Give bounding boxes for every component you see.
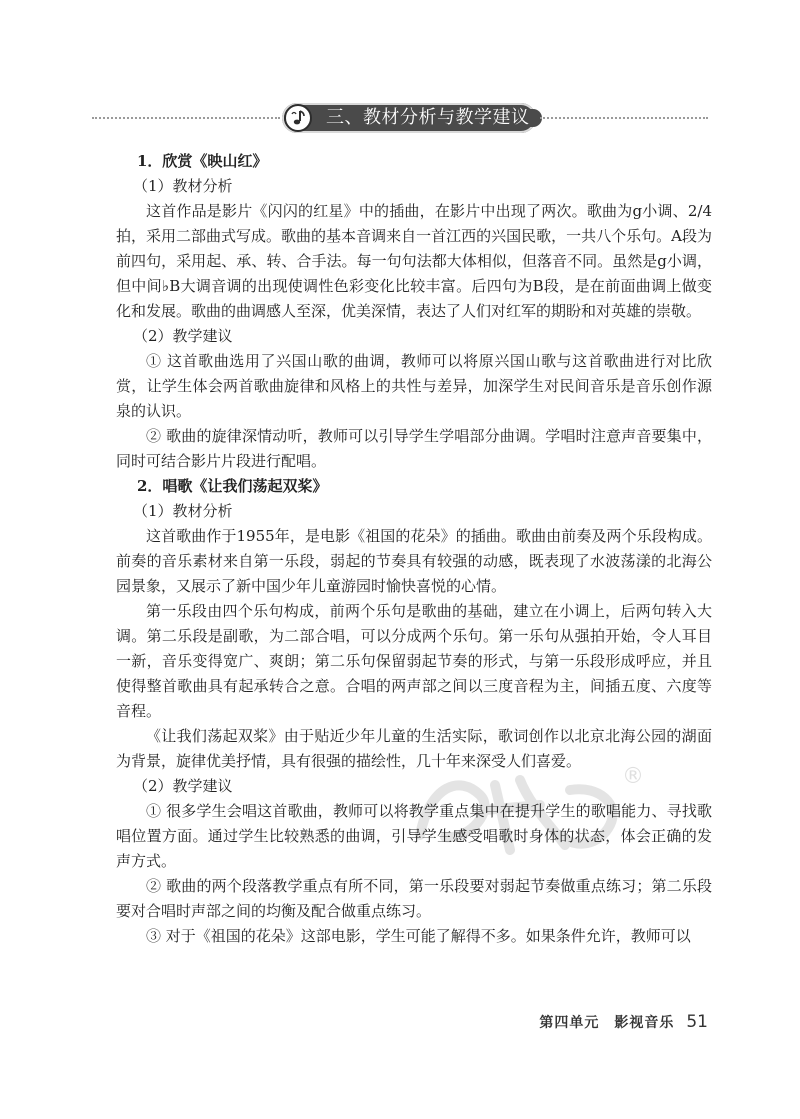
section-heading: 2．唱歌《让我们荡起双桨》	[137, 477, 328, 495]
banner-dotted-rule-right	[540, 117, 708, 119]
registered-mark: ®	[622, 764, 644, 789]
page-number: 51	[686, 1012, 708, 1032]
paragraph: 《让我们荡起双桨》由于贴近少年儿童的生活实际，歌词创作以北京北海公园的湖面为背景，旋律优美抒情，具有很强的描绘性，几十年来深受人们喜爱。	[116, 727, 712, 770]
paragraph: ① 很多学生会唱这首歌曲，教师可以将教学重点集中在提升学生的歌唱能力、寻找歌唱位置方面。通过学生比较熟悉的曲调，引导学生感受唱歌时身体的状态，体会正确的发声方式。	[116, 802, 712, 870]
banner-pill	[282, 103, 536, 133]
paragraph: ② 歌曲的两个段落教学重点有所不同，第一乐段要对弱起节奏做重点练习；第二乐段要对合唱时声部之间的均衡及配合做重点练习。	[116, 877, 712, 920]
paragraph: 第一乐段由四个乐句构成，前两个乐句是歌曲的基础，建立在小调上，后两句转入大调。第二乐段是副歌，为二部合唱，可以分成两个乐句。第一乐句从强拍开始，令人耳目一新，音乐变得宽广、爽朗；第二乐句保留弱起节奏的形式，与第一乐段形成呼应，并且使得整首歌曲具有起承转合之意。合唱的两声部之间以三度音程为主，间插五度、六度等音程。	[116, 602, 712, 720]
section-banner	[0, 100, 800, 136]
paragraph: 这首作品是影片《闪闪的红星》中的插曲，在影片中出现了两次。歌曲为g小调、2/4拍，采用二部曲式写成。歌曲的基本音调来自一首江西的兴国民歌，一共八个乐句。A段为前四句，采用起、承、转、合手法。每一句句法都大体相似，但落音不同。虽然是g小调，但中间♭B大调音调的出现使调性色彩变化比较丰富。后四句为B段，是在前面曲调上做变化和发展。歌曲的曲调感人至深，优美深情，表达了人们对红军的期盼和对英雄的崇敬。	[116, 202, 712, 320]
page-footer	[539, 1012, 708, 1036]
subsection-heading: （1）教材分析	[133, 177, 233, 195]
footer-unit-title: 第四单元 影视音乐	[539, 1015, 675, 1031]
paragraph: ③ 对于《祖国的花朵》这部电影，学生可能了解得不多。如果条件允许，教师可以	[146, 927, 691, 945]
banner-dotted-rule-left	[92, 117, 280, 119]
subsection-heading: （1）教材分析	[133, 502, 233, 520]
subsection-heading: （2）教学建议	[133, 327, 233, 345]
section-heading: 1．欣赏《映山红》	[137, 152, 268, 170]
body-text	[116, 149, 712, 949]
paragraph: 这首歌曲作于1955年，是电影《祖国的花朵》的插曲。歌曲由前奏及两个乐段构成。前奏的音乐素材来自第一乐段，弱起的节奏具有较强的动感，既表现了水波荡漾的北海公园景象，又展示了新中国少年儿童游园时愉快喜悦的心情。	[116, 527, 712, 595]
paragraph: ① 这首歌曲选用了兴国山歌的曲调，教师可以将原兴国山歌与这首歌曲进行对比欣赏，让学生体会两首歌曲旋律和风格上的共性与差异，加深学生对民间音乐是音乐创作源泉的认识。	[116, 352, 712, 420]
paragraph: ② 歌曲的旋律深情动听，教师可以引导学生学唱部分曲调。学唱时注意声音要集中，同时可结合影片片段进行配唱。	[116, 427, 712, 470]
section-title: 三、教材分析与教学建议	[326, 107, 530, 128]
subsection-heading: （2）教学建议	[133, 777, 233, 795]
music-note-emblem-icon	[284, 104, 312, 132]
